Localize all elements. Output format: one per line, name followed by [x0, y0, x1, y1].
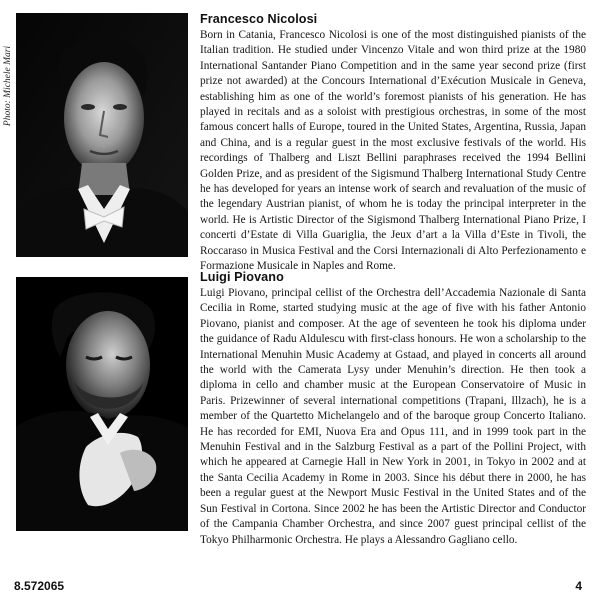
photo-credit-text: Photo: Michele Mari — [3, 45, 14, 126]
artist-name: Luigi Piovano — [200, 270, 284, 284]
photo-credit — [1, 18, 15, 153]
artist-bio: Luigi Piovano, principal cellist of the Orchestra dell’Accademia Nazionale di Santa Cecilia in Rome, started studying music at the age of five with his father Antonio Piovano, pianist and composer. At the age of seventeen he took his diploma under the guidance of Radu Aldulescu with first-class honours. He won a scholarship to the International Menuhin Music Academy at Gstaad, and played in concerts all around the world with the Camerata Lysy under Menuhin’s direction. He then took a diploma in cello and chamber music at the European Conservatoire of Music in Paris. Prizewinner of several international competitions (Trapani, Illzach), he is a member of the Quartetto Michelangelo and of the baroque group Concerto Italiano. He has recorded for EMI, Nuova Era and Opus 111, and in 1999 took part in the Menuhin Festival and in the Salzburg Festival as a part of the Pollini Project, with which he appeared at Carnegie Hall in New York in 2001, in Tokyo in 2002 and at the Santa Cecilia Academy in Rome in 2003. Since his début there in 2000, he has been a regular guest at the Newport Music Festival in the United States and of the Sun Festival in Cortona. Since 2002 he has been the Artistic Director and Conductor of the Campania Chamber Orchestra, and since 2007 guest principal cellist of the Tokyo Philharmonic Orchestra. He plays a Alessandro Gagliano cello. — [200, 287, 586, 546]
portrait-francesco-nicolosi — [16, 13, 188, 257]
artist-name: Francesco Nicolosi — [200, 12, 318, 26]
bio-francesco-nicolosi — [200, 12, 586, 275]
catalog-number: 8.572065 — [14, 579, 65, 593]
bio-luigi-piovano — [200, 270, 586, 548]
portrait-luigi-piovano — [16, 277, 188, 531]
page-number: 4 — [575, 579, 582, 593]
artist-bio: Born in Catania, Francesco Nicolosi is one of the most distinguished pianists of the Italian tradition. He studied under Vincenzo Vitale and won third prize at the 1980 International Santander Piano Competition and in the same year second prize (first prize not awarded) at the Concours International d’Exécution Musicale in Geneva, establishing him as one of the world’s foremost pianists of his generation. He has played in recitals and as a soloist with prestigious orchestras, in some of the most famous concert halls of Europe, toured in the United States, Argentina, Russia, Japan and China, and is a regular guest in the most exclusive festivals of the world. His recordings of Thalberg and Liszt Bellini paraphrases received the 1994 Bellini Golden Prize, and as president of the Sigismund Thalberg International Study Centre he has developed for years an intense work of search and revaluation of the music of the legendary Austrian pianist, of whom he is today the principal interpreter in the world. He is Artistic Director of the Sigismond Thalberg International Piano Prize, I concerti d’Estate di Villa Guariglia, the Jeux d’art a la Villa d’Este in Tivoli, the Roccaraso in Musica Festival and the Corsi Internazionali di Alto Perfezionamento e Formazione Musicale in Naples and Rome. — [200, 29, 586, 273]
